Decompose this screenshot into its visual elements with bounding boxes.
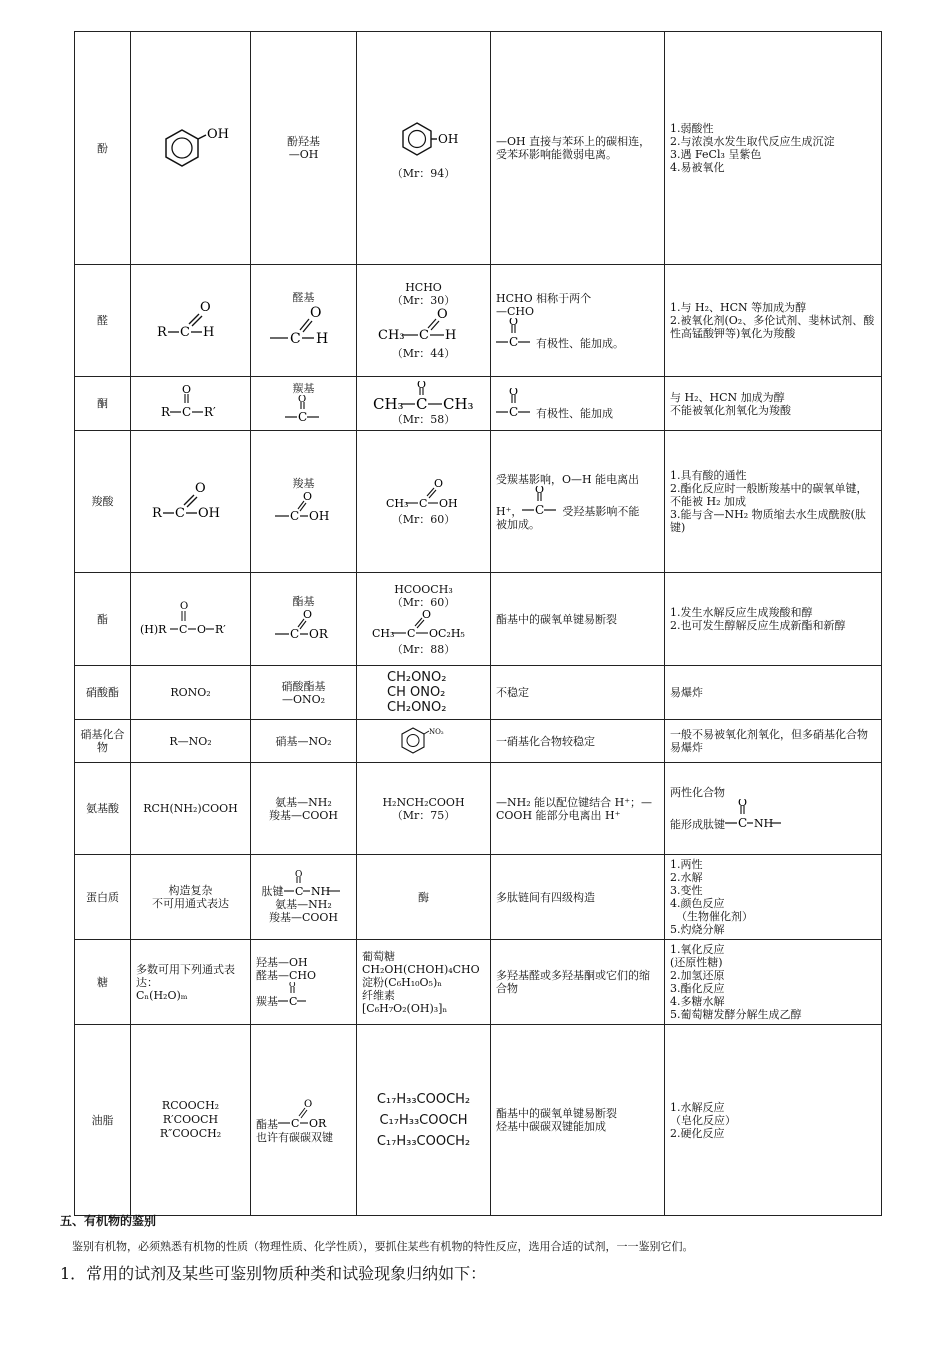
functional-group: 羧基 C OH O — [251, 431, 357, 573]
structure-feature: 一硝基化合物较稳定 — [491, 720, 665, 763]
svg-text:O: O — [181, 383, 191, 396]
section-heading: 五、有机物的鉴别 — [60, 1214, 157, 1228]
section-paragraph: 鉴别有机物，必须熟悉有机物的性质（物理性质、化学性质），要抓住某些有机物的特性反应，选用合适的试剂，一一鉴别它们。 — [72, 1240, 694, 1253]
svg-text:C: C — [294, 885, 303, 898]
structure-feature: 受羰基影响，O—H 能电离出 H⁺， C O 受羟基影响不能 被加成。 — [491, 431, 665, 573]
carbonyl-structure — [278, 982, 318, 1008]
example: HCOOCH₃ （Mr：60） CH₃ C OC₂H₅ O （Mr：88） — [357, 573, 491, 666]
svg-text:O: O — [304, 1098, 313, 1110]
properties: 两性化合物 能形成肽键 C NH O — [665, 763, 882, 855]
functional-group: 酯基 C OR O 也许有碳碳双键 — [251, 1025, 357, 1216]
svg-text:C: C — [509, 404, 519, 419]
svg-text:CH₃: CH₃ — [385, 497, 408, 510]
svg-text:C: C — [174, 505, 185, 521]
svg-text:OC₂H₅: OC₂H₅ — [428, 626, 465, 640]
structure-feature: 酯基中的碳氧单键易断裂 — [491, 573, 665, 666]
example: CH₃ C OH O （Mr：60） — [357, 431, 491, 573]
ester-structure — [136, 599, 246, 639]
organic-compound-table — [74, 31, 882, 1216]
example: C₁₇H₃₃COOCH₂ C₁₇H₃₃COOCH C₁₇H₃₃COOCH₂ — [357, 1025, 491, 1216]
svg-text:O: O — [199, 299, 211, 315]
class-name: 酮 — [75, 377, 131, 431]
svg-text:OH: OH — [437, 131, 458, 146]
svg-text:C: C — [181, 404, 191, 419]
structure-feature: 酯基中的碳氧单键易断裂 烃基中碳碳双键能加成 — [491, 1025, 665, 1216]
class-name: 羧酸 — [75, 431, 131, 573]
carbonyl-structure — [522, 486, 562, 518]
carbonyl-structure — [496, 388, 536, 420]
example: HCHO （Mr：30） CH₃ C H O （Mr：44） — [357, 265, 491, 377]
svg-text:C: C — [289, 626, 299, 641]
peptide-bond-structure — [725, 799, 785, 831]
example: OH （Mr：94） — [357, 32, 491, 265]
svg-text:O: O — [436, 307, 448, 322]
svg-text:CH₃: CH₃ — [442, 395, 474, 413]
general-formula: RCOOCH₂ R′COOCH R″COOCH₂ — [131, 1025, 251, 1216]
structure-feature: 多肽链间有四级构造 — [491, 855, 665, 940]
svg-text:H: H — [444, 328, 456, 343]
acetic-acid-structure — [374, 477, 474, 513]
acetone-structure — [369, 381, 479, 413]
svg-text:C: C — [289, 331, 301, 347]
example: H₂NCH₂COOH （Mr：75） — [357, 763, 491, 855]
general-formula — [131, 377, 251, 431]
properties: 易爆炸 — [665, 666, 882, 720]
functional-group: 羟基—OH 醛基—CHO 羰基 C O — [251, 940, 357, 1025]
table-row — [75, 265, 882, 377]
functional-group: 醛基 C H O — [251, 265, 357, 377]
general-formula — [131, 32, 251, 265]
svg-text:C: C — [289, 995, 298, 1008]
svg-text:NO₂: NO₂ — [428, 728, 444, 736]
svg-text:C: C — [415, 395, 427, 413]
acetaldehyde-structure — [374, 307, 474, 347]
functional-group: 羰基 C O — [251, 377, 357, 431]
svg-text:R′: R′ — [215, 623, 226, 636]
carbonyl-structure — [279, 395, 329, 425]
example: CH₃ C CH₃ O （Mr：58） — [357, 377, 491, 431]
properties: 与 H₂、HCN 加成为醇 不能被氧化剂氧化为羧酸 — [665, 377, 882, 431]
svg-text:O: O — [535, 485, 545, 496]
general-formula — [131, 265, 251, 377]
structure-feature: C O 有极性、能加成 — [491, 377, 665, 431]
general-formula — [131, 431, 251, 573]
svg-text:R: R — [156, 324, 167, 340]
svg-text:C: C — [297, 410, 307, 424]
svg-text:C: C — [179, 623, 188, 636]
example — [357, 720, 491, 763]
properties: 一般不易被氧化剂氧化，但多硝基化合物易爆炸 — [665, 720, 882, 763]
phenol-structure — [146, 118, 236, 178]
example: 酶 — [357, 855, 491, 940]
class-name: 硝酸酯 — [75, 666, 131, 720]
svg-text:CH₃: CH₃ — [371, 626, 394, 640]
svg-text:O: O — [194, 480, 206, 496]
svg-text:OH: OH — [438, 497, 458, 510]
functional-group: 硝酸酯基 —ONO₂ — [251, 666, 357, 720]
functional-group: 肽键 C NH O 氨基—NH₂ 羧基—COOH — [251, 855, 357, 940]
general-formula: RCH(NH₂)COOH — [131, 763, 251, 855]
table-row — [75, 855, 882, 940]
properties: 1.两性 2.水解 3.变性 4.颜色反应 （生物催化剂） 5.灼烧分解 — [665, 855, 882, 940]
svg-text:O: O — [509, 317, 519, 328]
nitrobenzene-structure — [389, 725, 459, 757]
svg-text:O: O — [294, 870, 302, 880]
svg-text:O: O — [289, 982, 296, 989]
table-row — [75, 1025, 882, 1216]
general-formula: RONO₂ — [131, 666, 251, 720]
carbonyl-structure — [496, 318, 536, 350]
general-formula: R—NO₂ — [131, 720, 251, 763]
functional-group: 酚羟基 —OH — [251, 32, 357, 265]
svg-text:R: R — [151, 505, 162, 521]
svg-text:C: C — [291, 1116, 300, 1130]
svg-text:C: C — [738, 816, 748, 830]
table-row — [75, 573, 882, 666]
table-row — [75, 666, 882, 720]
svg-text:H: H — [315, 331, 328, 347]
carboxylic-acid-structure — [146, 477, 236, 527]
aldehyde-group-structure — [264, 304, 344, 350]
ester-group-structure — [278, 1097, 338, 1131]
ester-group-structure — [269, 608, 339, 644]
svg-text:O: O — [297, 395, 306, 405]
svg-text:(H)R: (H)R — [140, 623, 167, 636]
svg-text:NH: NH — [310, 885, 330, 898]
example: 葡萄糖 CH₂OH(CHOH)₄CHO 淀粉(C₆H₁₀O₅)ₙ 纤维素 [C₆H₇O₂(OH)₃]ₙ — [357, 940, 491, 1025]
structure-feature: 多羟基醛或多羟基酮或它们的缩合物 — [491, 940, 665, 1025]
svg-text:OH: OH — [197, 505, 220, 521]
example: CH₂ONO₂ CH ONO₂ CH₂ONO₂ — [357, 666, 491, 720]
svg-text:O: O — [197, 623, 207, 636]
general-formula — [131, 573, 251, 666]
svg-text:C: C — [418, 497, 427, 510]
phenol-structure — [379, 117, 469, 167]
class-name: 酚 — [75, 32, 131, 265]
svg-text:C: C — [179, 324, 190, 340]
functional-group: 硝基—NO₂ — [251, 720, 357, 763]
class-name: 醛 — [75, 265, 131, 377]
functional-group: 氨基—NH₂ 羧基—COOH — [251, 763, 357, 855]
svg-text:CH₃: CH₃ — [372, 395, 404, 413]
table-row — [75, 940, 882, 1025]
class-name: 蛋白质 — [75, 855, 131, 940]
peptide-bond-structure — [284, 870, 346, 898]
structure-feature: 不稳定 — [491, 666, 665, 720]
class-name: 硝基化合物 — [75, 720, 131, 763]
svg-text:R′: R′ — [203, 404, 216, 419]
general-formula: 多数可用下列通式表达： Cₙ(H₂O)ₘ — [131, 940, 251, 1025]
class-name: 酯 — [75, 573, 131, 666]
general-formula: 构造复杂 不可用通式表达 — [131, 855, 251, 940]
svg-text:C: C — [509, 334, 519, 349]
svg-text:C: C — [289, 509, 299, 523]
table-row — [75, 431, 882, 573]
svg-text:H: H — [202, 324, 214, 340]
structure-feature: —NH₂ 能以配位键结合 H⁺；—COOH 能部分电离出 H⁺ — [491, 763, 665, 855]
class-name: 氨基酸 — [75, 763, 131, 855]
svg-text:O: O — [421, 608, 431, 621]
functional-group: 酯基 C OR O — [251, 573, 357, 666]
structure-feature: HCHO 相称于两个 —CHO C O 有极性、能加成。 — [491, 265, 665, 377]
svg-text:O: O — [509, 387, 519, 398]
svg-text:OR: OR — [309, 1116, 327, 1130]
carboxyl-structure — [269, 490, 339, 526]
structure-feature: —OH 直接与苯环上的碳相连，受苯环影响能微弱电离。 — [491, 32, 665, 265]
table-row — [75, 32, 882, 265]
table-row — [75, 720, 882, 763]
svg-text:OH: OH — [308, 509, 329, 523]
svg-text:OH: OH — [206, 127, 229, 142]
svg-text:O: O — [302, 490, 312, 503]
properties: 1.弱酸性 2.与浓溴水发生取代反应生成沉淀 3.遇 FeCl₃ 呈紫色 4.易被氧化 — [665, 32, 882, 265]
svg-text:CH₃: CH₃ — [377, 328, 404, 343]
svg-text:O: O — [309, 305, 321, 321]
properties: 1.与 H₂、HCN 等加成为醇 2.被氧化剂(O₂、多伦试剂、斐林试剂、酸性高锰酸钾等)氧化为羧酸 — [665, 265, 882, 377]
svg-text:O: O — [180, 601, 189, 612]
svg-text:C: C — [535, 502, 545, 517]
section-item: 1．常用的试剂及某些可鉴别物质种类和试验现象归纳如下： — [60, 1264, 487, 1283]
svg-text:C: C — [418, 328, 429, 343]
properties: 1.发生水解反应生成羧酸和醇 2.也可发生醇解反应生成新酯和新醇 — [665, 573, 882, 666]
aldehyde-structure — [151, 296, 231, 346]
svg-text:R: R — [160, 404, 170, 419]
properties: 1.具有酸的通性 2.酯化反应时一般断羧基中的碳氧单键，不能被 H₂ 加成 3.能与含—NH₂ 物质缩去水生成酰胺(肽键) — [665, 431, 882, 573]
ketone-structure — [151, 384, 231, 424]
properties: 1.水解反应 （皂化反应） 2.硬化反应 — [665, 1025, 882, 1216]
properties: 1.氧化反应 (还原性糖) 2.加氢还原 3.酯化反应 4.多糖水解 5.葡萄糖发酵分解生成乙醇 — [665, 940, 882, 1025]
table-row — [75, 377, 882, 431]
svg-text:O: O — [416, 381, 426, 391]
ethyl-acetate-structure — [364, 609, 484, 643]
svg-text:O: O — [302, 607, 312, 621]
svg-text:O: O — [433, 477, 443, 490]
table-row — [75, 763, 882, 855]
svg-text:C: C — [406, 626, 415, 640]
svg-text:OR: OR — [308, 626, 328, 641]
svg-text:O: O — [738, 799, 748, 809]
class-name: 糖 — [75, 940, 131, 1025]
class-name: 油脂 — [75, 1025, 131, 1216]
svg-text:NH: NH — [754, 817, 774, 830]
